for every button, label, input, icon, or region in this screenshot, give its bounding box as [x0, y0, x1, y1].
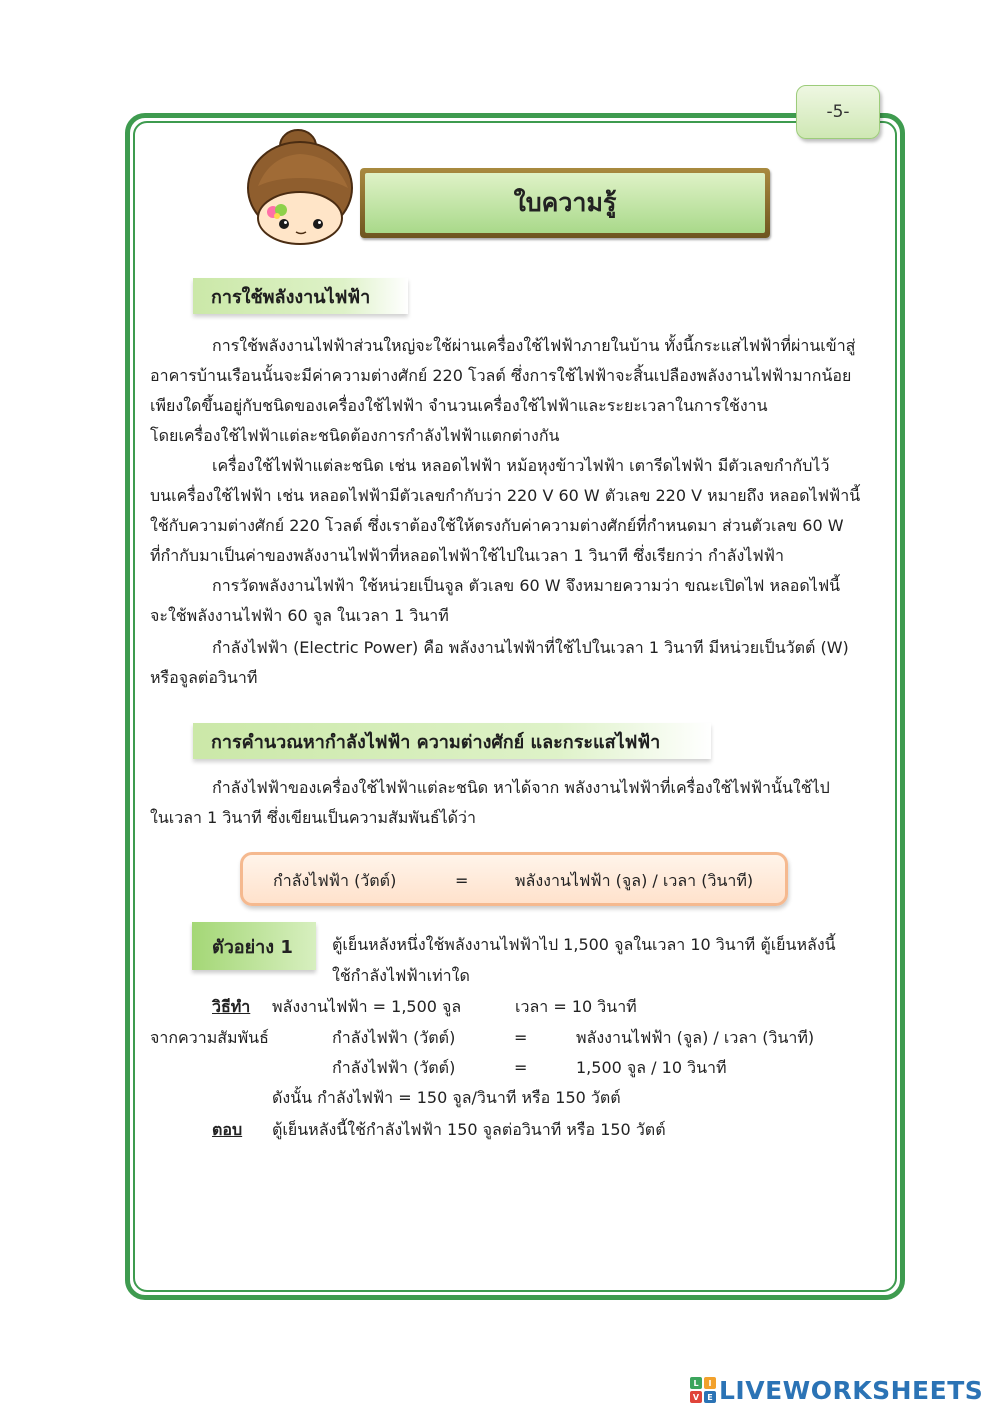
section1-line: กำลังไฟฟ้า (Electric Power) คือ พลังงานไฟฟ้าที่ใช้ไปในเวลา 1 วินาที มีหน่วยเป็นวัตต์ (W) — [212, 638, 849, 657]
section1-line: โดยเครื่องใช้ไฟฟ้าแต่ละชนิดต้องการกำลังไฟฟ้าแตกต่างกัน — [150, 426, 560, 445]
page-number: -5- — [826, 102, 850, 122]
answer-text: ตู้เย็นหลังนี้ใช้กำลังไฟฟ้า 150 จูลต่อวินาที หรือ 150 วัตต์ — [272, 1120, 666, 1139]
section1-heading — [193, 278, 408, 314]
section1-line: หรือจูลต่อวินาที — [150, 668, 258, 687]
liveworksheets-badge-icon — [690, 1377, 716, 1403]
relation-label: จากความสัมพันธ์ — [150, 1028, 269, 1047]
example-tag — [192, 922, 316, 970]
liveworksheets-logo — [690, 1375, 983, 1405]
svg-text:E: E — [707, 1393, 713, 1402]
section1-line: บนเครื่องใช้ไฟฟ้า เช่น หลอดไฟฟ้ามีตัวเลขกำกับว่า 220 V 60 W ตัวเลข 220 V หมายถึง หลอดไฟฟ้านี้ — [150, 486, 861, 505]
page-number-tab — [796, 85, 880, 139]
mascot-girl-illustration — [240, 126, 370, 246]
page-title: ใบความรู้ — [513, 188, 617, 217]
liveworksheets-logo-text: LIVEWORKSHEETS — [719, 1375, 984, 1405]
formula-equals: = — [455, 871, 469, 890]
section1-line: การวัดพลังงานไฟฟ้า ใช้หน่วยเป็นจูล ตัวเลข 60 W จึงหมายความว่า ขณะเปิดไฟ หลอดไฟนี้ — [212, 576, 841, 595]
step2-equals: = — [514, 1058, 528, 1077]
example-tag-text: ตัวอย่าง 1 — [212, 936, 293, 958]
given-energy: พลังงานไฟฟ้า = 1,500 จูล — [272, 997, 462, 1016]
step1-left: กำลังไฟฟ้า (วัตต์) — [332, 1028, 456, 1047]
section1-line: อาคารบ้านเรือนนั้นจะมีค่าความต่างศักย์ 220 โวลต์ ซึ่งการใช้ไฟฟ้าจะสิ้นเปลืองพลังงานไฟฟ้ามากน้อย — [150, 366, 852, 385]
step2-right: 1,500 จูล / 10 วินาที — [576, 1058, 727, 1077]
section1-line: เครื่องใช้ไฟฟ้าแต่ละชนิด เช่น หลอดไฟฟ้า หม้อหุงข้าวไฟฟ้า เตารีดไฟฟ้า มีตัวเลขกำกับไว้ — [212, 456, 830, 475]
formula-right: พลังงานไฟฟ้า (จูล) / เวลา (วินาที) — [515, 871, 754, 890]
formula-left: กำลังไฟฟ้า (วัตต์) — [273, 871, 397, 890]
section2-heading — [193, 723, 711, 759]
section1-line: เพียงใดขึ้นอยู่กับชนิดของเครื่องใช้ไฟฟ้า จำนวนเครื่องใช้ไฟฟ้าและระยะเวลาในการใช้งาน — [150, 396, 768, 415]
section1-line: การใช้พลังงานไฟฟ้าส่วนใหญ่จะใช้ผ่านเครื่องใช้ไฟฟ้าภายในบ้าน ทั้งนี้กระแสไฟฟ้าที่ผ่านเข้าสู่ — [212, 336, 856, 355]
step2-left: กำลังไฟฟ้า (วัตต์) — [332, 1058, 456, 1077]
answer-label: ตอบ — [212, 1120, 243, 1139]
given-time: เวลา = 10 วินาที — [515, 997, 637, 1016]
section2-line: กำลังไฟฟ้าของเครื่องใช้ไฟฟ้าแต่ละชนิด หาได้จาก พลังงานไฟฟ้าที่เครื่องใช้ไฟฟ้านั้นใช้ไป — [212, 778, 830, 797]
title-banner-inner — [365, 173, 765, 233]
step1-equals: = — [514, 1028, 528, 1047]
section1-line: ใช้กับความต่างศักย์ 220 โวลต์ ซึ่งเราต้องใช้ให้ตรงกับค่าความต่างศักย์ที่กำหนดมา ส่วนตัวเลข 60 W — [150, 516, 844, 535]
svg-text:V: V — [692, 1393, 700, 1402]
method-label: วิธีทำ — [212, 997, 251, 1016]
therefore-line: ดังนั้น กำลังไฟฟ้า = 150 จูล/วินาที หรือ 150 วัตต์ — [272, 1088, 621, 1107]
svg-text:L: L — [693, 1379, 699, 1388]
title-banner — [360, 168, 770, 238]
section1-line: ที่กำกับมาเป็นค่าของพลังงานไฟฟ้าที่หลอดไฟฟ้าใช้ไปในเวลา 1 วินาที ซึ่งเรียกว่า กำลังไฟฟ้า — [150, 546, 784, 565]
step1-right: พลังงานไฟฟ้า (จูล) / เวลา (วินาที) — [576, 1028, 815, 1047]
formula-box — [240, 852, 788, 906]
section1-heading-text: การใช้พลังงานไฟฟ้า — [211, 286, 371, 308]
example-question-line2: ใช้กำลังไฟฟ้าเท่าใด — [332, 966, 470, 985]
svg-text:I: I — [708, 1379, 712, 1388]
example-question-line1: ตู้เย็นหลังหนึ่งใช้พลังงานไฟฟ้าไป 1,500 จูลในเวลา 10 วินาที ตู้เย็นหลังนี้ — [332, 935, 836, 954]
section2-heading-text: การคำนวณหากำลังไฟฟ้า ความต่างศักย์ และกระแสไฟฟ้า — [211, 731, 661, 753]
section1-line: จะใช้พลังงานไฟฟ้า 60 จูล ในเวลา 1 วินาที — [150, 606, 449, 625]
section2-line: ในเวลา 1 วินาที ซึ่งเขียนเป็นความสัมพันธ์ได้ว่า — [150, 808, 477, 827]
